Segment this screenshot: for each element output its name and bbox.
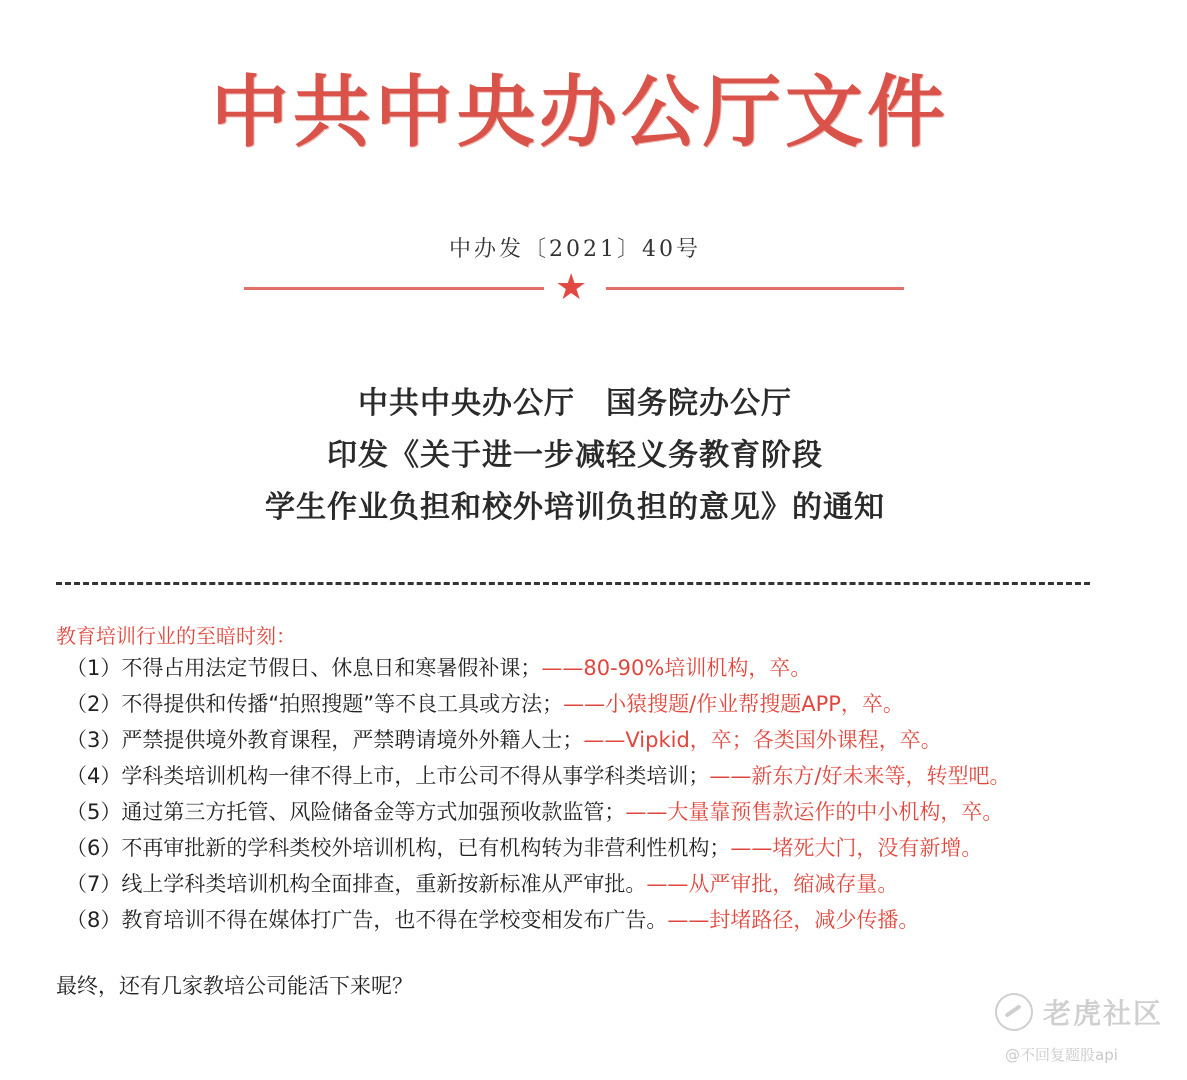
divider-line-right <box>606 287 904 290</box>
item-text: 不得占用法定节假日、休息日和寒暑假补课； <box>121 656 542 680</box>
item-note: ——小猿搜题/作业帮搜题APP，卒。 <box>563 692 904 716</box>
item-text: 严禁提供境外教育课程，严禁聘请境外外籍人士； <box>121 728 584 752</box>
item-number: （1） <box>66 656 122 680</box>
item-note: ——新东方/好未来等，转型吧。 <box>709 764 1011 788</box>
item-number: （6） <box>66 836 122 860</box>
document-title: 中共中央办公厅文件 <box>210 68 949 158</box>
measures-list <box>66 650 1010 938</box>
list-item <box>66 866 1010 902</box>
list-item <box>66 902 1010 938</box>
item-note: ——大量靠预售款运作的中小机构，卒。 <box>625 800 1004 824</box>
list-item <box>66 686 1010 722</box>
divider-line-left <box>244 287 544 290</box>
tiger-logo-icon <box>995 993 1033 1031</box>
item-text: 线上学科类培训机构全面排查，重新按新标准从严审批。 <box>121 872 647 896</box>
conclusion-text: 最终，还有几家教培公司能活下来呢？ <box>56 974 413 998</box>
list-item <box>66 758 1010 794</box>
list-item <box>66 830 1010 866</box>
item-text: 不得提供和传播“拍照搜题”等不良工具或方法； <box>121 692 564 716</box>
red-divider <box>244 267 904 308</box>
watermark-user: @不回复题股api <box>1005 1046 1118 1064</box>
item-text: 通过第三方托管、风险储备金等方式加强预收款监管； <box>121 800 626 824</box>
item-number: （3） <box>66 728 122 752</box>
star-icon: ★ <box>555 267 588 308</box>
watermark <box>995 992 1163 1032</box>
list-item <box>66 650 1010 686</box>
heading-line-3: 学生作业负担和校外培训负担的意见》的通知 <box>265 490 885 525</box>
dashed-separator <box>56 582 1090 585</box>
item-number: （7） <box>66 872 122 896</box>
item-number: （5） <box>66 800 122 824</box>
heading-line-1: 中共中央办公厅 国务院办公厅 <box>358 386 792 421</box>
item-text: 不再审批新的学科类校外培训机构，已有机构转为非营利性机构； <box>121 836 731 860</box>
item-text: 教育培训不得在媒体打广告，也不得在学校变相发布广告。 <box>121 908 668 932</box>
item-note: ——80-90%培训机构，卒。 <box>541 656 812 680</box>
item-number: （4） <box>66 764 122 788</box>
item-number: （2） <box>66 692 122 716</box>
list-item <box>66 722 1010 758</box>
document-number: 中办发〔2021〕40号 <box>449 237 701 262</box>
item-note: ——封堵路径，减少传播。 <box>667 908 920 932</box>
item-note: ——Vipkid，卒；各类国外课程，卒。 <box>583 728 942 752</box>
section-title: 教育培训行业的至暗时刻： <box>56 624 296 648</box>
item-text: 学科类培训机构一律不得上市，上市公司不得从事学科类培训； <box>121 764 710 788</box>
watermark-brand: 老虎社区 <box>1043 997 1164 1030</box>
list-item <box>66 794 1010 830</box>
item-number: （8） <box>66 908 122 932</box>
item-note: ——从严审批，缩减存量。 <box>646 872 899 896</box>
heading-line-2: 印发《关于进一步减轻义务教育阶段 <box>327 438 823 473</box>
item-note: ——堵死大门，没有新增。 <box>730 836 983 860</box>
